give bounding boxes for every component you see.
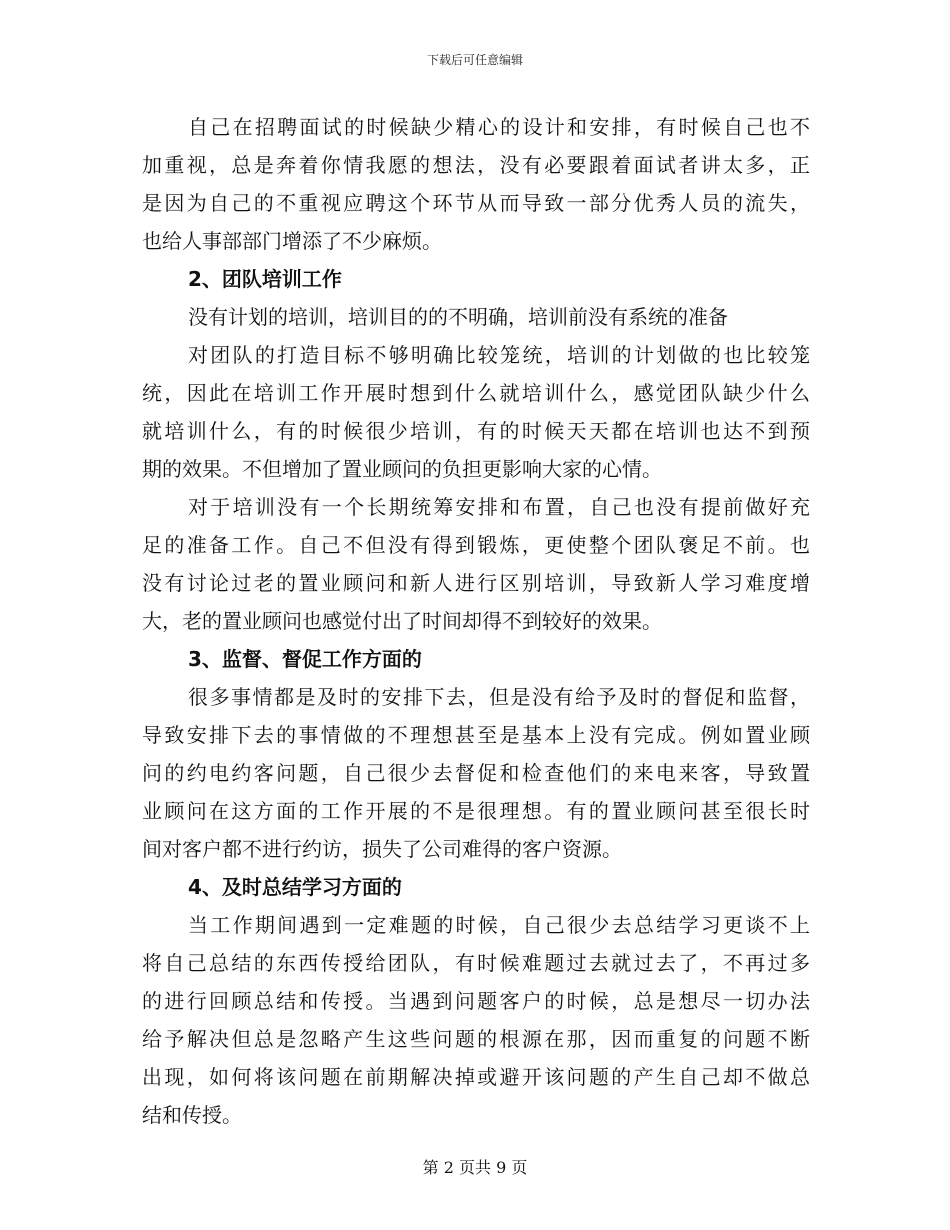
- body-text-line: 很多事情都是及时的安排下去，但是没有给予及时的督促和监督，: [188, 685, 810, 709]
- body-text-line: 就培训什么，有的时候很少培训，有的时候天天都在培训也达不到预: [142, 419, 810, 443]
- body-text-line: 给予解决但总是忽略产生这些问题的根源在那，因而重复的问题不断: [142, 1027, 810, 1051]
- body-text-line: 大，老的置业顾问也感觉付出了时间却得不到较好的效果。: [142, 609, 662, 633]
- body-text-line: 将自己总结的东西传授给团队，有时候难题过去就过去了，不再过多: [142, 951, 810, 975]
- body-text-line: 是因为自己的不重视应聘这个环节从而导致一部分优秀人员的流失，: [142, 191, 810, 215]
- body-text-line: 出现，如何将该问题在前期解决掉或避开该问题的产生自己却不做总: [142, 1065, 810, 1089]
- body-text-line: 导致安排下去的事情做的不理想甚至是基本上没有完成。例如置业顾: [142, 723, 810, 747]
- body-text-line: 加重视，总是奔着你情我愿的想法，没有必要跟着面试者讲太多，正: [142, 153, 810, 177]
- section-heading: 4、及时总结学习方面的: [188, 875, 402, 899]
- body-text-line: 足的准备工作。自己不但没有得到锻炼，更使整个团队褒足不前。也: [142, 533, 810, 557]
- section-heading: 3、监督、督促工作方面的: [188, 647, 422, 671]
- body-text-line: 业顾问在这方面的工作开展的不是很理想。有的置业顾问甚至很长时: [142, 799, 810, 823]
- document-body: [142, 108, 810, 1134]
- body-text-line: 没有讨论过老的置业顾问和新人进行区别培训，导致新人学习难度增: [142, 571, 810, 595]
- body-text-line: 统，因此在培训工作开展时想到什么就培训什么，感觉团队缺少什么: [142, 381, 810, 405]
- body-text-line: 也给人事部部门增添了不少麻烦。: [142, 229, 442, 253]
- body-text-line: 的进行回顾总结和传授。当遇到问题客户的时候，总是想尽一切办法: [142, 989, 810, 1013]
- section-heading: 2、团队培训工作: [188, 267, 342, 291]
- body-text-line: 间对客户都不进行约访，损失了公司难得的客户资源。: [142, 837, 622, 861]
- body-text-line: 自己在招聘面试的时候缺少精心的设计和安排，有时候自己也不: [188, 115, 810, 139]
- page-header: 下载后可任意编辑: [426, 53, 523, 67]
- body-text-line: 对团队的打造目标不够明确比较笼统，培训的计划做的也比较笼: [188, 343, 810, 367]
- body-text-line: 当工作期间遇到一定难题的时候，自己很少去总结学习更谈不上: [188, 913, 810, 937]
- body-text-line: 对于培训没有一个长期统筹安排和布置，自己也没有提前做好充: [188, 495, 810, 519]
- body-text-line: 问的约电约客问题，自己很少去督促和检查他们的来电来客，导致置: [142, 761, 810, 785]
- body-text-line: 期的效果。不但增加了置业顾问的负担更影响大家的心情。: [142, 457, 662, 481]
- body-text-line: 没有计划的培训，培训目的的不明确，培训前没有系统的准备: [188, 305, 728, 329]
- body-text-line: 结和传授。: [142, 1103, 242, 1127]
- page-footer: 第 2 页共 9 页: [422, 1158, 528, 1177]
